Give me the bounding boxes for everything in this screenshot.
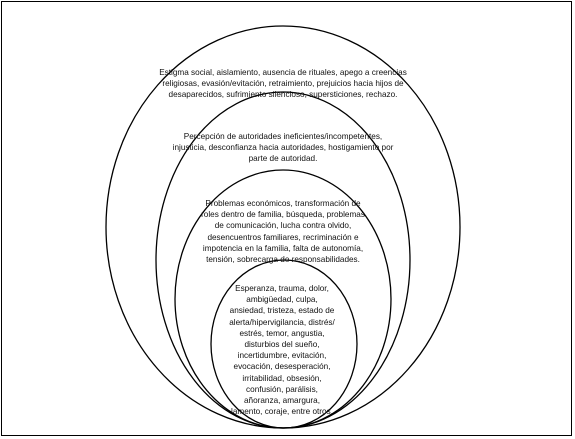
outer-layer-text: Estigma social, aislamiento, ausencia de rituales, apego a creencias religiosas, evasión/evitación, retraimiento, prejuicios hacia hijos de desaparecidos, sufrimiento silencioso, supersticiones, rechazo. bbox=[159, 68, 407, 100]
inner-layer-text: Esperanza, trauma, dolor, ambigüedad, culpa, ansiedad, tristeza, estado de alerta/hipervigilancia, distrés/ estrés, temor, angustia, disturbios del sueño, incertidumbre, evitación, evocación, desesperación, irritabilidad, obsesión, confusión, parálisis, añoranza, amargura, lamento, coraje, entre otros. bbox=[229, 284, 335, 417]
second-layer-text: Percepción de autoridades ineficientes/incompetentes, injusticia, desconfianza hacia autoridades, hostigamiento por parte de autoridad. bbox=[172, 132, 394, 164]
third-layer-text: Problemas económicos, transformación de roles dentro de familia, búsqueda, problemas de comunicación, lucha contra olvido, desencuentros familiares, recriminación e impotencia en la familia, falta de autonomía, tensión, sobrecarga de responsabilidades. bbox=[201, 199, 365, 265]
